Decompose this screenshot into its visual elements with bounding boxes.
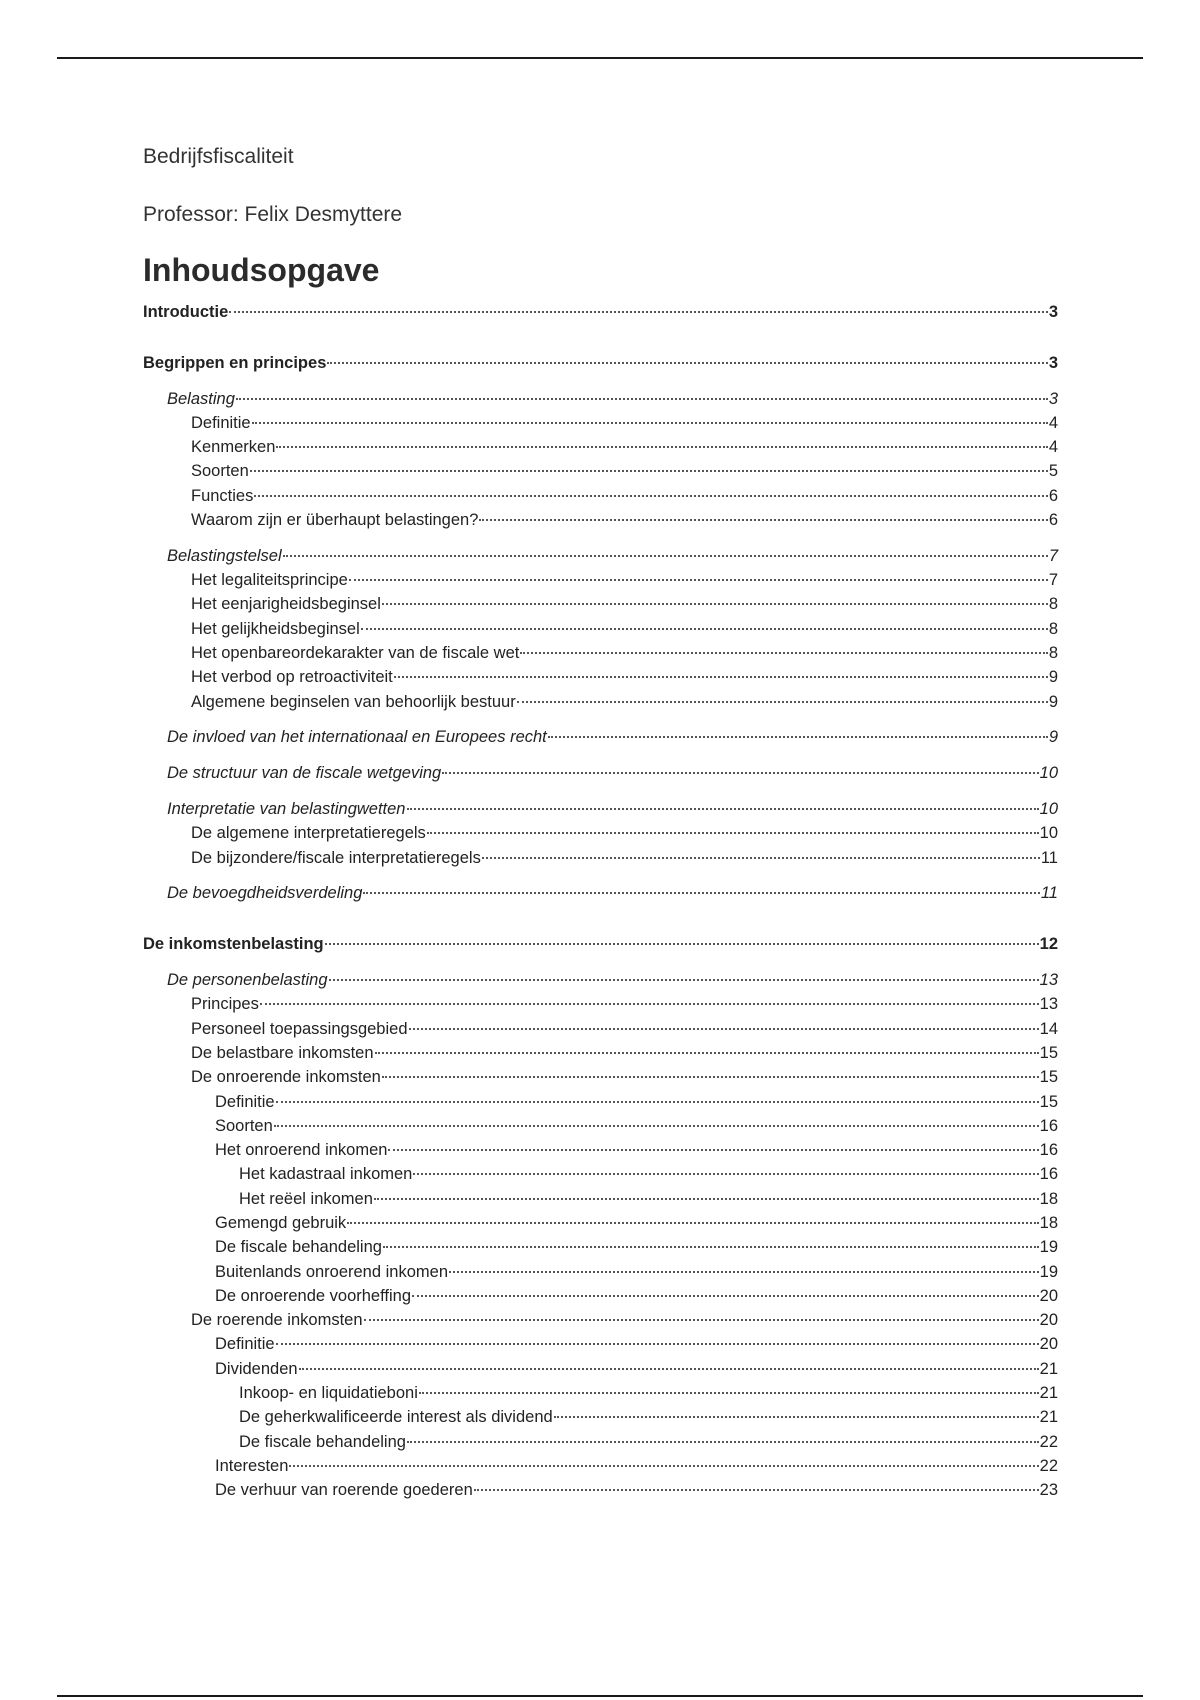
toc-entry[interactable]: [143, 1260, 1058, 1284]
toc-entry-page: 8: [1048, 595, 1058, 614]
toc-entry-title: Functies: [191, 486, 254, 505]
toc-entry[interactable]: [143, 1065, 1058, 1089]
toc-entry-page: 18: [1039, 1214, 1058, 1232]
toc-dot-leader: [260, 1003, 1039, 1005]
toc-entry-title: De fiscale behandeling: [215, 1238, 382, 1257]
toc-entry-title: Algemene beginselen van behoorlijk bestuur: [191, 692, 516, 711]
toc-dot-leader: [361, 628, 1048, 630]
toc-entry-page: 20: [1039, 1311, 1058, 1330]
toc-entry[interactable]: [143, 411, 1058, 435]
toc-entry-title: De verhuur van roerende goederen: [215, 1481, 473, 1500]
toc-entry-title: Belasting: [167, 389, 235, 408]
toc-dot-leader: [299, 1368, 1039, 1370]
toc-entry-page: 4: [1048, 438, 1058, 457]
toc-entry-title: Dividenden: [215, 1359, 298, 1378]
toc-entry-page: 3: [1048, 389, 1058, 408]
toc-entry[interactable]: [143, 761, 1058, 785]
toc-entry[interactable]: [143, 846, 1058, 870]
toc-entry-page: 20: [1039, 1286, 1058, 1305]
toc-entry-page: 7: [1048, 546, 1058, 565]
toc-entry[interactable]: [143, 641, 1058, 665]
header-rule: [57, 57, 1143, 59]
toc-entry-page: 8: [1048, 644, 1058, 663]
toc-entry-title: Waarom zijn er überhaupt belastingen?: [191, 511, 479, 530]
toc-entry-title: De personenbelasting: [167, 971, 328, 990]
toc-dot-leader: [449, 1271, 1039, 1273]
toc-entry-page: 13: [1039, 995, 1058, 1014]
toc-dot-leader: [289, 1465, 1038, 1467]
toc-entry[interactable]: [143, 1405, 1058, 1429]
toc-dot-leader: [382, 603, 1048, 605]
toc-entry-page: 10: [1039, 824, 1058, 843]
toc-entry[interactable]: [143, 932, 1058, 956]
toc-entry-page: 22: [1039, 1456, 1058, 1475]
toc-dot-leader: [276, 1343, 1039, 1345]
toc-entry-page: 20: [1039, 1335, 1058, 1354]
toc-dot-leader: [363, 892, 1039, 894]
toc-entry[interactable]: [143, 1162, 1058, 1186]
toc-dot-leader: [413, 1173, 1038, 1175]
toc-entry-page: 9: [1048, 692, 1058, 711]
course-title: Bedrijfsfiscaliteit: [143, 145, 294, 168]
toc-entry-page: 10: [1039, 764, 1058, 783]
toc-entry-title: Definitie: [191, 413, 251, 432]
toc-entry-title: De invloed van het internationaal en Europees recht: [167, 728, 547, 747]
toc-entry-title: De fiscale behandeling: [239, 1432, 406, 1451]
toc-dot-leader: [409, 1028, 1039, 1030]
toc-entry[interactable]: [143, 725, 1058, 749]
toc-entry[interactable]: [143, 351, 1058, 375]
toc-entry-page: 12: [1039, 935, 1058, 954]
toc-dot-leader: [407, 1441, 1039, 1443]
toc-entry[interactable]: [143, 544, 1058, 568]
toc-entry[interactable]: [143, 1357, 1058, 1381]
toc-dot-leader: [236, 398, 1048, 400]
toc-entry-title: Principes: [191, 995, 259, 1014]
toc-entry-page: 5: [1048, 462, 1058, 481]
toc-dot-leader: [383, 1246, 1039, 1248]
toc-entry[interactable]: [143, 968, 1058, 992]
toc-dot-leader: [276, 446, 1047, 448]
toc-entry-title: Het openbareordekarakter van de fiscale wet: [191, 644, 520, 663]
toc-entry-title: Het legaliteitsprincipe: [191, 571, 348, 590]
toc-entry[interactable]: [143, 1017, 1058, 1041]
toc-entry-page: 9: [1048, 728, 1058, 747]
toc-dot-leader: [349, 579, 1048, 581]
toc-entry[interactable]: [143, 1138, 1058, 1162]
toc-entry[interactable]: [143, 435, 1058, 459]
toc-entry-page: 15: [1039, 1092, 1058, 1111]
footer-rule: [57, 1695, 1143, 1697]
toc-entry-title: De bevoegdheidsverdeling: [167, 884, 363, 903]
toc-entry[interactable]: [143, 592, 1058, 616]
toc-dot-leader: [283, 555, 1048, 557]
toc-dot-leader: [325, 943, 1039, 945]
toc-entry-page: 14: [1039, 1019, 1058, 1038]
toc-entry-page: 18: [1039, 1189, 1058, 1208]
toc-entry-page: 4: [1048, 413, 1058, 432]
toc-entry-title: Interesten: [215, 1456, 289, 1475]
toc-entry[interactable]: [143, 568, 1058, 592]
toc-dot-leader: [407, 808, 1039, 810]
toc-entry-title: De inkomstenbelasting: [143, 935, 324, 954]
toc-dot-leader: [252, 422, 1048, 424]
toc-entry[interactable]: [143, 1114, 1058, 1138]
toc-entry-page: 16: [1039, 1141, 1058, 1160]
toc-entry-title: Definitie: [215, 1335, 275, 1354]
toc-entry-page: 6: [1048, 486, 1058, 505]
toc-dot-leader: [442, 772, 1038, 774]
toc-dot-leader: [382, 1076, 1039, 1078]
toc-entry[interactable]: [143, 1235, 1058, 1259]
toc-entry[interactable]: [143, 617, 1058, 641]
toc-entry[interactable]: [143, 992, 1058, 1016]
professor-line: Professor: Felix Desmyttere: [143, 203, 403, 226]
toc-entry-title: De belastbare inkomsten: [191, 1043, 374, 1062]
toc-entry[interactable]: [143, 665, 1058, 689]
toc-entry[interactable]: [143, 508, 1058, 532]
toc-entry[interactable]: [143, 690, 1058, 714]
toc-dot-leader: [327, 362, 1047, 364]
toc-dot-leader: [427, 832, 1039, 834]
toc-entry-page: 7: [1048, 571, 1058, 590]
toc-entry[interactable]: [143, 1332, 1058, 1356]
toc-entry[interactable]: [143, 1187, 1058, 1211]
toc-entry-title: Het eenjarigheidsbeginsel: [191, 595, 381, 614]
toc-entry-title: De bijzondere/fiscale interpretatieregels: [191, 848, 481, 867]
toc-dot-leader: [474, 1489, 1039, 1491]
toc-heading: Inhoudsopgave: [143, 252, 380, 288]
toc-entry-title: Interpretatie van belastingwetten: [167, 800, 406, 819]
toc-entry-page: 10: [1039, 800, 1058, 819]
toc-entry[interactable]: [143, 1284, 1058, 1308]
toc-entry-title: Introductie: [143, 303, 229, 321]
toc-entry-page: 21: [1039, 1384, 1058, 1403]
toc-dot-leader: [394, 676, 1048, 678]
toc-entry-title: Het reëel inkomen: [239, 1189, 373, 1208]
toc-dot-leader: [347, 1222, 1038, 1224]
toc-entry[interactable]: [143, 1381, 1058, 1405]
toc-entry-title: Personeel toepassingsgebied: [191, 1019, 408, 1038]
toc-dot-leader: [412, 1295, 1039, 1297]
toc-entry-title: Het kadastraal inkomen: [239, 1165, 413, 1184]
toc-entry[interactable]: [143, 1211, 1058, 1235]
toc-entry-title: Soorten: [215, 1116, 273, 1135]
toc-entry[interactable]: [143, 300, 1058, 324]
toc-entry-title: Kenmerken: [191, 438, 276, 457]
toc-entry-title: Gemengd gebruik: [215, 1214, 347, 1232]
toc-entry[interactable]: [143, 1430, 1058, 1454]
toc-entry-page: 11: [1040, 884, 1058, 903]
toc-entry-page: 19: [1039, 1238, 1058, 1257]
toc-entry-title: Belastingstelsel: [167, 546, 282, 565]
toc-dot-leader: [374, 1198, 1039, 1200]
toc-dot-leader: [276, 1101, 1039, 1103]
toc-entry-page: 19: [1039, 1262, 1058, 1281]
toc-entry-title: Inkoop- en liquidatieboni: [239, 1384, 418, 1403]
toc-entry-title: Het verbod op retroactiviteit: [191, 668, 393, 687]
toc-entry[interactable]: [143, 484, 1058, 508]
toc-dot-leader: [254, 495, 1047, 497]
toc-entry-title: De roerende inkomsten: [191, 1311, 363, 1330]
toc-entry[interactable]: [143, 797, 1058, 821]
toc-dot-leader: [520, 652, 1047, 654]
toc-entry[interactable]: [143, 881, 1058, 905]
toc-entry-page: 15: [1039, 1043, 1058, 1062]
toc-dot-leader: [548, 736, 1048, 738]
toc-entry-title: Het gelijkheidsbeginsel: [191, 619, 360, 638]
toc-dot-leader: [517, 701, 1048, 703]
toc-entry-page: 9: [1048, 668, 1058, 687]
toc-entry-page: 15: [1039, 1068, 1058, 1087]
toc-entry[interactable]: [143, 1478, 1058, 1502]
toc-entry-page: 6: [1048, 511, 1058, 530]
toc-entry[interactable]: [143, 459, 1058, 483]
toc-entry-title: Buitenlands onroerend inkomen: [215, 1262, 448, 1281]
toc-entry[interactable]: [143, 1308, 1058, 1332]
toc-entry-page: 3: [1048, 303, 1058, 321]
toc-dot-leader: [229, 311, 1048, 313]
toc-entry-page: 21: [1039, 1408, 1058, 1427]
toc-entry-page: 22: [1039, 1432, 1058, 1451]
toc-entry[interactable]: [143, 1454, 1058, 1478]
toc-entry-page: 16: [1039, 1165, 1058, 1184]
toc-entry-page: 8: [1048, 619, 1058, 638]
toc-dot-leader: [375, 1052, 1039, 1054]
toc-entry-page: 11: [1040, 848, 1058, 867]
toc-entry[interactable]: [143, 821, 1058, 845]
toc-entry-page: 23: [1039, 1481, 1058, 1500]
toc-entry-page: 16: [1039, 1116, 1058, 1135]
toc-dot-leader: [419, 1392, 1039, 1394]
toc-dot-leader: [388, 1149, 1038, 1151]
toc-entry-page: 13: [1039, 971, 1058, 990]
toc-entry[interactable]: [143, 1090, 1058, 1114]
document-body: [143, 140, 1058, 1503]
toc-entry-title: Het onroerend inkomen: [215, 1141, 388, 1160]
toc-dot-leader: [250, 470, 1048, 472]
toc-entry-title: Definitie: [215, 1092, 275, 1111]
toc-dot-leader: [274, 1125, 1039, 1127]
toc-dot-leader: [482, 857, 1040, 859]
toc-entry-page: 21: [1039, 1359, 1058, 1378]
toc-dot-leader: [554, 1416, 1039, 1418]
toc-entry-title: De onroerende voorheffing: [215, 1286, 412, 1305]
toc-dot-leader: [364, 1319, 1039, 1321]
toc-entry[interactable]: [143, 387, 1058, 411]
toc-entry-title: Begrippen en principes: [143, 353, 327, 372]
toc-dot-leader: [329, 979, 1039, 981]
toc-entry-title: De geherkwalificeerde interest als dividend: [239, 1408, 553, 1427]
table-of-contents: [143, 300, 1058, 1503]
toc-entry-title: De onroerende inkomsten: [191, 1068, 381, 1087]
toc-entry-page: 3: [1048, 353, 1058, 372]
toc-entry-title: Soorten: [191, 462, 249, 481]
toc-entry-title: De algemene interpretatieregels: [191, 824, 426, 843]
toc-entry-title: De structuur van de fiscale wetgeving: [167, 764, 442, 783]
toc-entry[interactable]: [143, 1041, 1058, 1065]
toc-dot-leader: [479, 519, 1047, 521]
